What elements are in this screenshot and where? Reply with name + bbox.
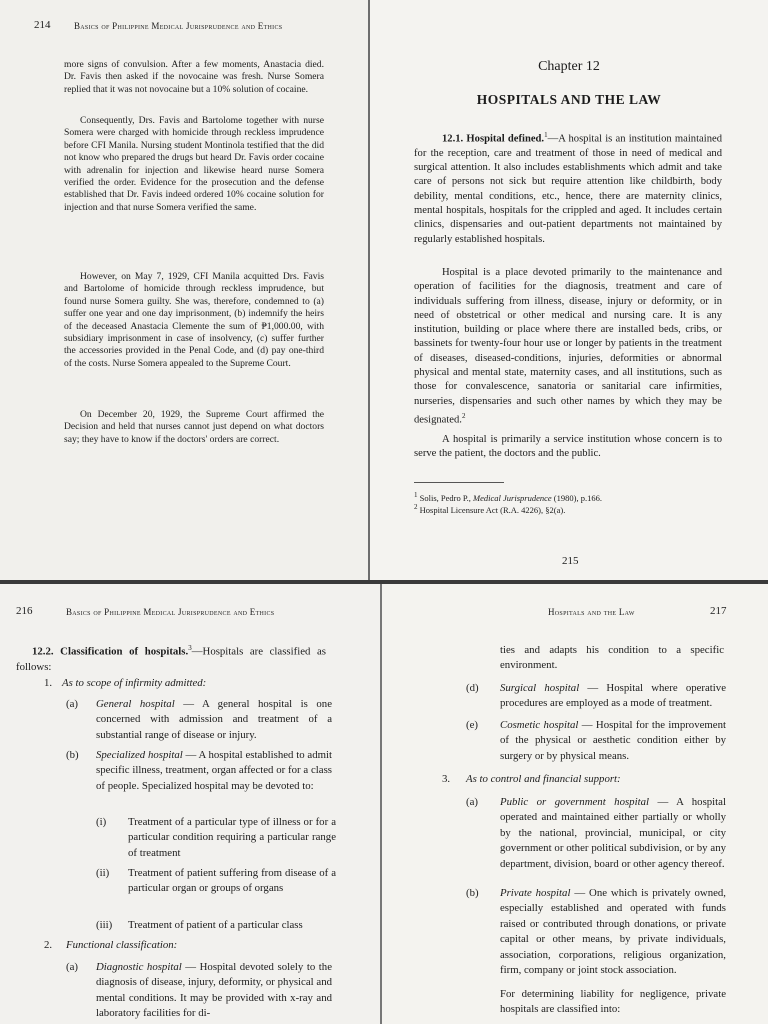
section-12-1 <box>414 128 722 247</box>
footnote-italic: Medical Jurisprudence <box>473 492 552 503</box>
item-marker: (b) <box>466 887 479 899</box>
item-body <box>96 748 332 794</box>
page-214 <box>0 0 368 580</box>
item-heading: As to control and financial support: <box>466 773 621 785</box>
item-marker: (a) <box>466 796 478 808</box>
item-marker: 1. <box>44 677 53 689</box>
list-item <box>96 918 336 934</box>
section-text: —Hospitals are classified as follows: <box>16 645 326 673</box>
item-marker: 3. <box>442 773 451 785</box>
continued-text <box>500 643 724 677</box>
footnote-ref: 1 <box>544 131 548 139</box>
paragraph-2: Consequently, Drs. Favis and Bartolome together with nurse Somera were charged with homicide through reckless imprudence before CFI Manila. Nursing student Montinola testified that the did not know who prepared the drugs but heard Dr. Favis order cocaine with adrenalin for injection and likewise heard nurse Somera verified the order. Evidence for the prosecution and the defense established that Dr. Favis indeed ordered 10% cocaine solution for injection and that nurse Somera verified the same. <box>64 115 324 213</box>
paragraph-hospital-place <box>414 266 722 428</box>
list-item <box>466 681 726 715</box>
item-body <box>96 697 332 743</box>
item-heading: Specialized hospital <box>96 749 183 761</box>
item-text: Treatment of patient suffering from disease of a particular organ or groups of organs <box>128 867 336 895</box>
item-heading: Diagnostic hospital <box>96 961 182 973</box>
item-body <box>500 886 726 978</box>
page-216 <box>0 584 380 1024</box>
list-item <box>442 772 726 788</box>
item-marker: (d) <box>466 682 479 694</box>
item-marker: (b) <box>66 749 79 761</box>
item-text: Treatment of a particular type of illness or for a particular condition requiring a particular range of treatment <box>128 816 336 859</box>
running-head: Basics of Philippine Medical Jurisprudence and Ethics <box>74 21 283 31</box>
footnote-ref: 2 <box>461 411 466 420</box>
page-215 <box>370 0 768 580</box>
paragraph-1: more signs of convulsion. After a few moments, Anastacia died. Dr. Favis then asked if the novocaine was fresh. Nurse Somera replied that it was not novocaine but a 10% solution of cocaine. <box>64 59 324 95</box>
page-number: 214 <box>34 19 51 31</box>
footnote-mark: 1 <box>414 491 418 499</box>
item-heading: Public or government hospital <box>500 796 649 808</box>
footnote-2 <box>414 501 565 516</box>
item-text: — A hospital established to admit specific illness, treatment, organ affected or for a class of people. Specialized hospital may be devoted to: <box>96 749 332 792</box>
item-body <box>500 681 726 712</box>
page-number: 217 <box>710 605 727 617</box>
chapter-label: Chapter 12 <box>538 59 600 74</box>
item-heading: General hospital <box>96 698 175 710</box>
footnote-text: Hospital Licensure Act (R.A. 4226), §2(a). <box>419 504 566 515</box>
item-marker: (iii) <box>96 919 113 931</box>
item-text: — Hospital where operative procedures are employed as a mode of treatment. <box>500 682 726 710</box>
list-item <box>466 795 726 891</box>
item-text: ties and adapts his condition to a specific environment. <box>500 644 724 672</box>
section-12-2 <box>16 641 326 675</box>
item-text: Treatment of patient of a particular class <box>128 919 303 931</box>
section-text: —A hospital is an institution maintained for the reception, care and treatment of those in need of medical and surgical attention. It also includes establishments which admit and take care of persons not sick but require attention like childbirth, body debility, mental conditions, etc., hence, there are maternity clinics, mental hospitals, hospitals for the crippled and aged. It includes certain clinics, dispensaries and out-patient departments not maintained by regularly established hospitals. <box>414 133 722 245</box>
item-marker: 2. <box>44 939 53 951</box>
paragraph-3: However, on May 7, 1929, CFI Manila acquitted Drs. Favis and Bartolome of homicide through reckless imprudence, but found nurse Somera guilty. She was, therefore, condemned to (a) suffer one year and one day imprisonment, (b) indemnify the heirs of the deceased Anastacia Clemente the sum of ₱1,000.00, with subsidiary imprisonment in case of insolvency, (c) suffer further the accessories provided in the Penal Code, and (d) pay one-third of the costs. Nurse Somera appealed to the Supreme Court. <box>64 271 324 369</box>
chapter-title: HOSPITALS AND THE LAW <box>476 92 662 107</box>
running-head: Basics of Philippine Medical Jurisprudence and Ethics <box>66 607 275 617</box>
item-heading: Cosmetic hospital <box>500 719 579 731</box>
section-heading: 12.2. Classification of hospitals. <box>32 645 189 658</box>
paragraph-4: On December 20, 1929, the Supreme Court affirmed the Decision and held that nurses cannot just depend on what doctors say; they have to know if the doctors' orders are correct. <box>64 409 324 445</box>
footnote-text: Solis, Pedro P., <box>419 492 474 503</box>
item-marker: (a) <box>66 698 78 710</box>
section-heading: 12.1. Hospital defined. <box>442 133 545 145</box>
list-item <box>466 718 726 766</box>
item-text: — Hospital for the improvement of the physical or aesthetic condition either by surgery or by physical means. <box>500 719 726 762</box>
page-number: 216 <box>16 605 33 617</box>
list-item <box>466 886 726 996</box>
list-item <box>66 960 332 1024</box>
page-number: 215 <box>562 555 579 567</box>
item-text: — One which is privately owned, especially established and operated with funds raised or contributed through donations, or private capital or other means, by private individuals, association, corporations, religious organization, firm, company or joint stock association. <box>500 887 726 977</box>
footnote-text: (1980), p.166. <box>551 492 602 503</box>
item-heading: Private hospital <box>500 887 571 899</box>
item-heading: Surgical hospital <box>500 682 580 694</box>
item-body <box>500 718 726 764</box>
item-heading: As to scope of infirmity admitted: <box>62 677 207 689</box>
list-item <box>44 676 334 692</box>
list-item <box>44 938 334 954</box>
footnote-ref: 3 <box>188 644 192 652</box>
footnote-mark: 2 <box>414 503 418 511</box>
page-217 <box>382 584 768 1024</box>
footnote-rule <box>414 482 504 483</box>
item-body <box>96 960 332 1022</box>
item-text: — Hospital devoted solely to the diagnosis of disease, injury, deformity, or physical and mental conditions. It may be provided with x-ray and laboratory facilities for di- <box>96 961 332 1020</box>
running-head: Hospitals and the Law <box>548 607 635 617</box>
item-text: — A hospital operated and maintained either partially or wholly by the national, provincial, municipal, or city government or other political subdivision, or by any department, division, board or other agency thereof. <box>500 796 726 870</box>
item-marker: (a) <box>66 961 78 973</box>
paragraph-text: Hospital is a place devoted primarily to the maintenance and operation of facilities for the diagnosis, treatment and care of individuals suffering from illness, disease, injury or deformity, or in need of obstetrical or other medical and nursing care. It is any institution, building or place where there are installed beds, cribs, or bassinets for twenty-four hour use or longer by patients in the treatment of diseases, diseased-conditions, injuries, deformities or abnormal physical and mental state, maternity cases, and all institutions, such as those for convalescence, sanatoria or sanitarial care infirmities, nurseries, dispensaries and such other names by which they may be designated. <box>414 267 722 426</box>
item-marker: (i) <box>96 816 107 828</box>
item-heading: Functional classification: <box>66 939 178 951</box>
item-body <box>500 795 726 872</box>
closing-paragraph <box>500 987 726 1021</box>
item-marker: (ii) <box>96 867 110 879</box>
item-marker: (e) <box>466 719 478 731</box>
paragraph-service: A hospital is primarily a service institution whose concern is to serve the patient, the doctors and the public. <box>414 434 722 460</box>
item-text: — A general hospital is one concerned with admission and treatment of a substantial range of disease or injury. <box>96 698 332 741</box>
item-text: For determining liability for negligence, private hospitals are classified into: <box>500 988 726 1016</box>
